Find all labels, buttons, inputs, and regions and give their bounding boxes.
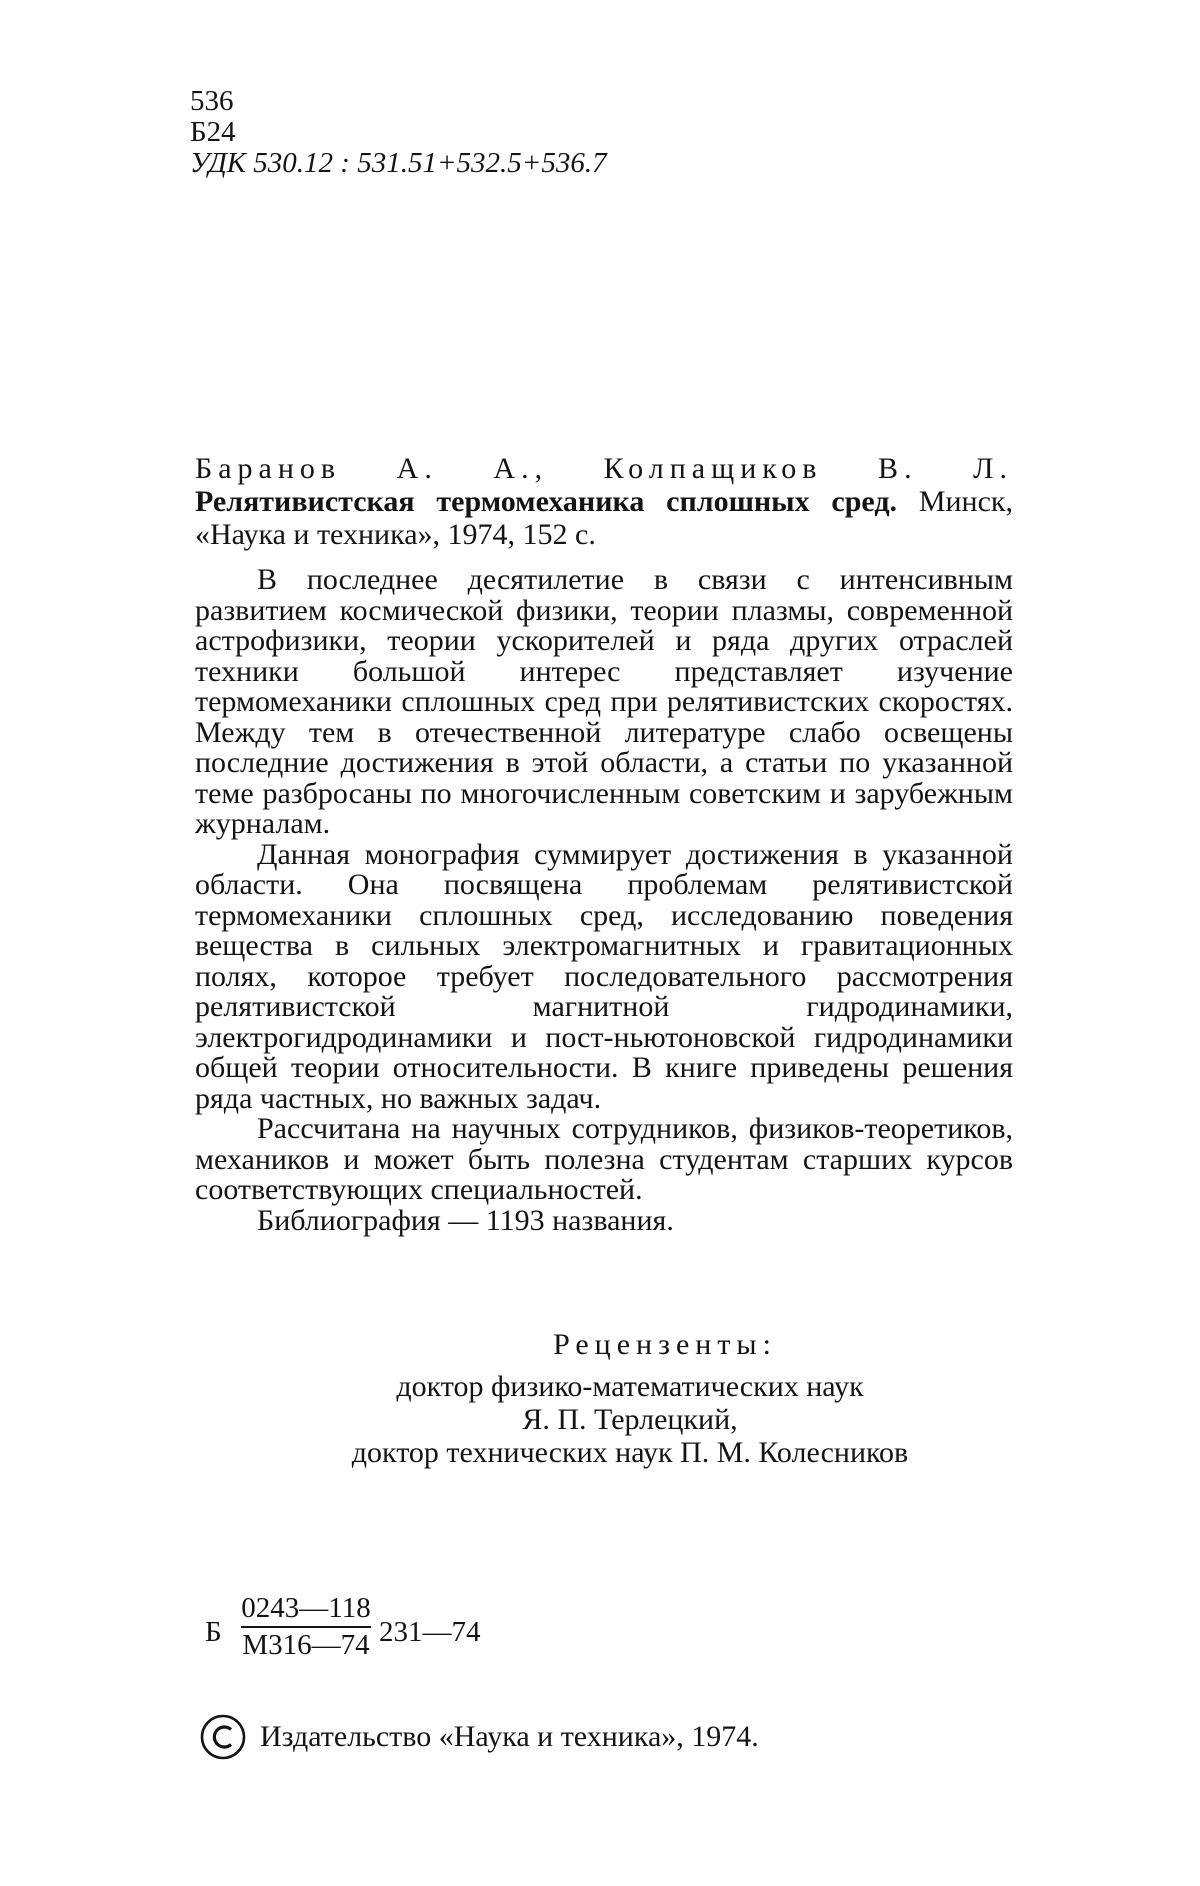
reviewer-second: доктор технических наук П. М. Колесников — [351, 1436, 909, 1469]
abstract — [195, 565, 1013, 1236]
abstract-paragraph: Данная монография суммирует достижения в указанной области. Она посвящена проблемам релятивистской термомеханики сплошных сред, исследованию поведения вещества в сильных электромагнитных и гравитационных полях, которое требует последовательного рассмотрения релятивистской магнитной гидродинамики, электрогидродинамики и пост-ньютоновской гидродинамики общей теории относительности. В книге приведены решения ряда частных, но важных задач. — [195, 837, 1013, 1115]
index-letter: Б — [205, 1616, 222, 1648]
reviewer-degree: доктор физико-математических наук — [396, 1370, 864, 1403]
author-mark: Б24 — [190, 116, 236, 148]
index-denominator: М316—74 — [242, 1629, 370, 1661]
udk-code: УДК 530.12 : 531.51+532.5+536.7 — [190, 147, 607, 179]
reviewers-list — [180, 1370, 1080, 1469]
audience-paragraph: Рассчитана на научных сотрудников, физиков-теоретиков, механиков и может быть полезна студентам старших курсов соответствующих специальностей. — [195, 1112, 1013, 1206]
bibliography-count: Библиография — 1193 названия. — [257, 1203, 674, 1237]
authors: Баранов А. А., Колпащиков В. Л. — [195, 452, 1013, 485]
index-tail: 231—74 — [379, 1616, 481, 1648]
bibliographic-record — [195, 452, 1013, 551]
bbk-code: 536 — [190, 85, 234, 117]
abstract-paragraph: В последнее десятилетие в связи с интенсивным развитием космической физики, теории плазмы, современной астрофизики, теории ускорителей и ряда других отраслей техники большой интерес представляет изучение термомеханики сплошных сред при релятивистских скоростях. Между тем в отечественной литературе слабо освещены последние достижения в этой области, а статьи по указанной теме разбросаны по многочисленным советским и зарубежным журналам. — [195, 563, 1013, 840]
copyright-text: Издательство «Наука и техника», 1974. — [260, 1720, 759, 1753]
index-numerator: 0243—118 — [241, 1592, 371, 1628]
catalog-codes — [190, 86, 607, 179]
index-fraction — [241, 1592, 371, 1662]
reviewers-heading: Рецензенты: — [553, 1328, 777, 1361]
book-title: Релятивистская термомеханика сплошных сред. — [195, 485, 898, 518]
copyright-line — [200, 1712, 759, 1762]
copyright-icon — [200, 1714, 246, 1760]
imprint: Минск, «Наука и техника», 1974, 152 с. — [195, 485, 1014, 551]
reviewer-name: Я. П. Терлецкий, — [522, 1403, 738, 1436]
